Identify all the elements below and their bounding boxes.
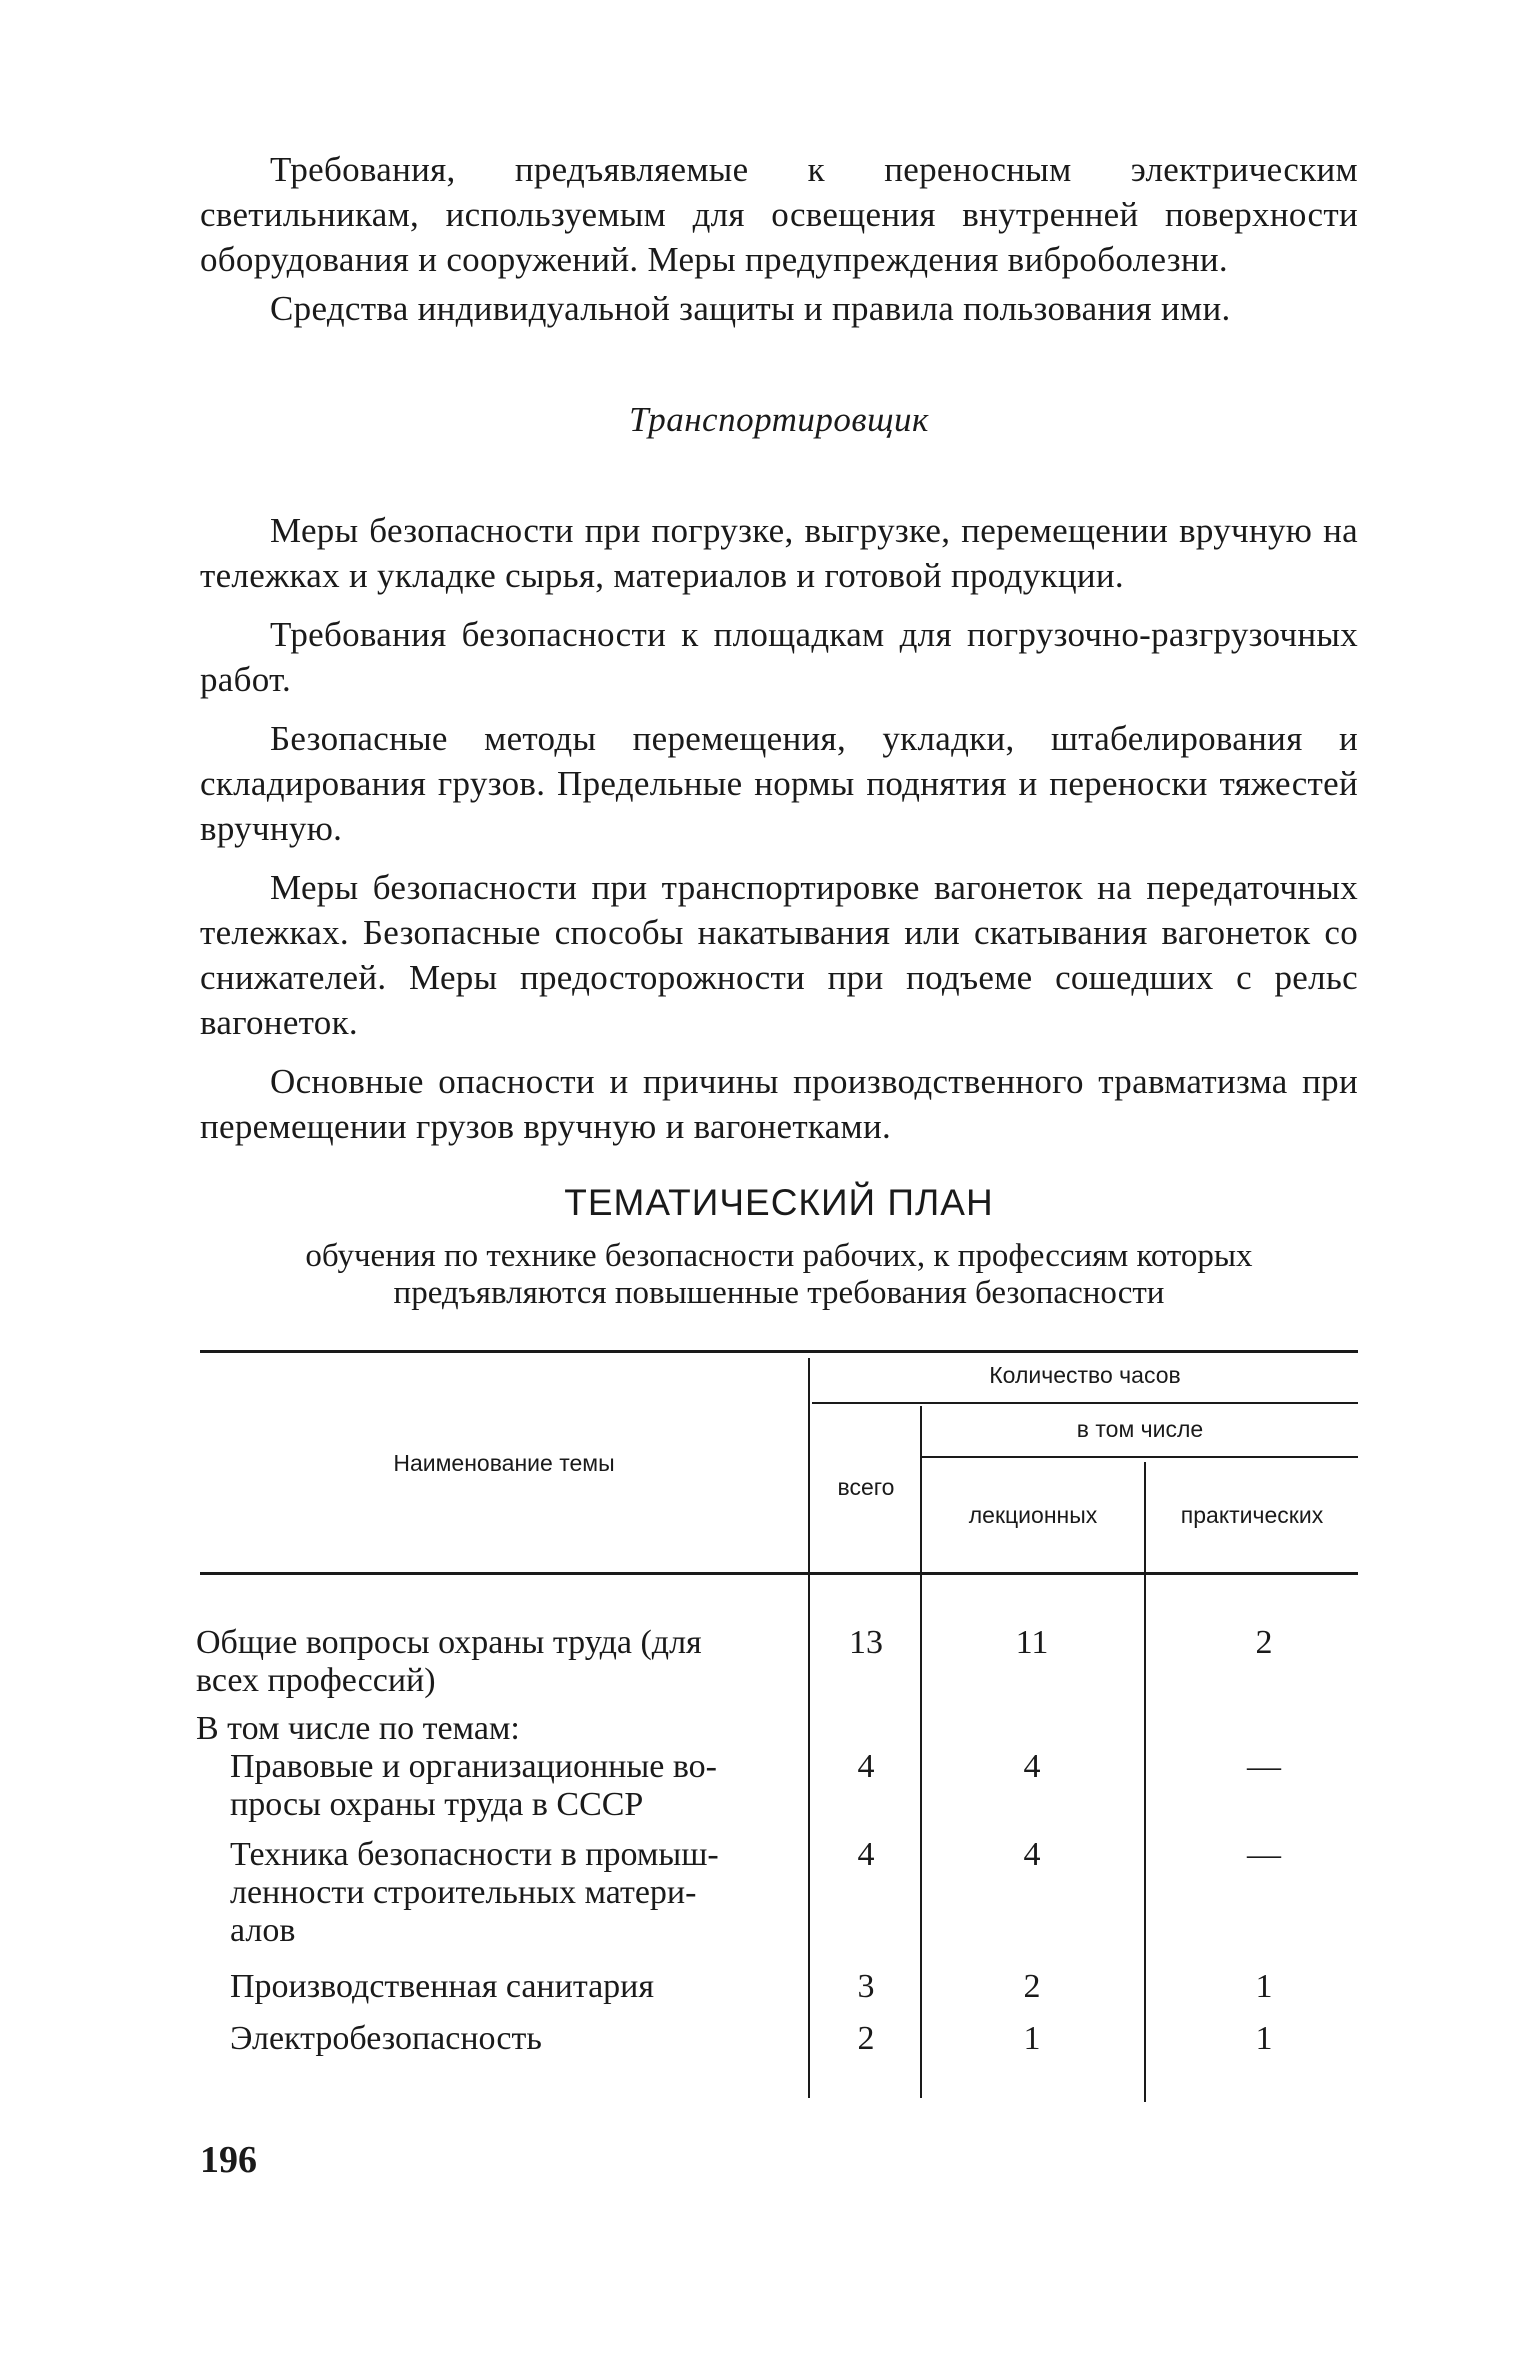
header-total: всего bbox=[837, 1474, 895, 1500]
plan-subtitle-line: предъявляются повышенные требования безопасности bbox=[393, 1275, 1165, 1311]
intro-paragraph: Средства индивидуальной защиты и правила пользования ими. bbox=[270, 289, 1231, 328]
cell-practical: 2 bbox=[1255, 1624, 1273, 1661]
header-topic: Наименование темы bbox=[393, 1450, 615, 1476]
header-hours: Количество часов bbox=[989, 1362, 1181, 1388]
section-paragraph: Безопасные методы перемещения, укладки, штабелирования и складирования грузов. Предельные нормы поднятия и переноски тяжестей вручную. bbox=[200, 719, 1358, 848]
section-paragraph: Требования безопасности к площадкам для погрузочно-разгрузочных работ. bbox=[200, 615, 1358, 699]
page-number: 196 bbox=[200, 2139, 257, 2181]
cell-lecture: 11 bbox=[1015, 1624, 1049, 1661]
cell-total: 4 bbox=[857, 1748, 875, 1785]
row-label-line: Общие вопросы охраны труда (для bbox=[196, 1624, 702, 1661]
section-paragraph: Основные опасности и причины производственного травматизма при перемещении грузов вручную и вагонетками. bbox=[200, 1062, 1358, 1146]
header-including: в том числе bbox=[1076, 1416, 1204, 1442]
plan-subtitle-line: обучения по технике безопасности рабочих, к профессиям которых bbox=[305, 1238, 1253, 1274]
cell-lecture: 4 bbox=[1023, 1748, 1041, 1785]
cell-practical: 1 bbox=[1255, 1968, 1273, 2005]
cell-lecture: 1 bbox=[1023, 2020, 1041, 2057]
header-lecture: лекционных bbox=[968, 1502, 1098, 1528]
row-label-line: алов bbox=[230, 1912, 296, 1949]
intro-paragraph: Требования, предъявляемые к переносным электрическим светильникам, используемым для освещения внутренней поверхности оборудования и сооружений. Меры предупреждения виброболезни. bbox=[200, 150, 1358, 279]
plan-title: ТЕМАТИЧЕСКИЙ ПЛАН bbox=[564, 1182, 994, 1223]
header-practical: практических bbox=[1180, 1502, 1324, 1528]
column-divider-topic bbox=[808, 1358, 810, 2098]
cell-practical: — bbox=[1247, 1748, 1281, 1785]
table-row-label bbox=[196, 1624, 786, 1700]
table-row-label bbox=[230, 1968, 790, 2006]
row-label-line: В том числе по темам: bbox=[196, 1710, 520, 1747]
row-label-line: ленности строительных матери- bbox=[230, 1874, 697, 1911]
table-row-label bbox=[196, 1710, 786, 1748]
cell-lecture: 2 bbox=[1023, 1968, 1041, 2005]
row-label-line: Техника безопасности в промыш- bbox=[230, 1836, 719, 1873]
cell-total: 2 bbox=[857, 2020, 875, 2057]
header-rule-hours bbox=[812, 1402, 1358, 1404]
table-row-label bbox=[230, 1836, 790, 1950]
section-text bbox=[200, 508, 1358, 1163]
section-paragraph: Меры безопасности при погрузке, выгрузке, перемещении вручную на тележках и укладке сырья, материалов и готовой продукции. bbox=[200, 511, 1358, 595]
table-row-label bbox=[230, 1748, 790, 1824]
column-divider-lecture bbox=[1144, 1462, 1146, 2102]
row-label-line: Производственная санитария bbox=[230, 1968, 655, 2005]
header-rule-including bbox=[922, 1456, 1358, 1458]
section-paragraph: Меры безопасности при транспортировке вагонеток на передаточных тележках. Безопасные способы накатывания или скатывания вагонеток со снижателей. Меры предосторожности при подъеме сошедших с рельс вагонеток. bbox=[200, 868, 1358, 1042]
section-title: Транспортировщик bbox=[629, 400, 929, 439]
cell-total: 13 bbox=[849, 1624, 883, 1661]
row-label-line: Правовые и организационные во- bbox=[230, 1748, 717, 1785]
header-bottom-rule bbox=[200, 1572, 1358, 1575]
thematic-plan-table bbox=[196, 1350, 1358, 2100]
cell-total: 4 bbox=[857, 1836, 875, 1873]
cell-practical: 1 bbox=[1255, 2020, 1273, 2057]
cell-total: 3 bbox=[857, 1968, 875, 2005]
table-top-rule bbox=[200, 1350, 1358, 1353]
cell-lecture: 4 bbox=[1023, 1836, 1041, 1873]
table-row-label bbox=[230, 2020, 790, 2058]
row-label-line: всех профессий) bbox=[196, 1662, 436, 1699]
plan-subtitle bbox=[200, 1238, 1358, 1312]
intro-text bbox=[200, 147, 1358, 331]
row-label-line: просы охраны труда в СССР bbox=[230, 1786, 644, 1823]
book-page bbox=[196, 0, 1358, 2362]
cell-practical: — bbox=[1247, 1836, 1281, 1873]
row-label-line: Электробезопасность bbox=[230, 2020, 542, 2057]
